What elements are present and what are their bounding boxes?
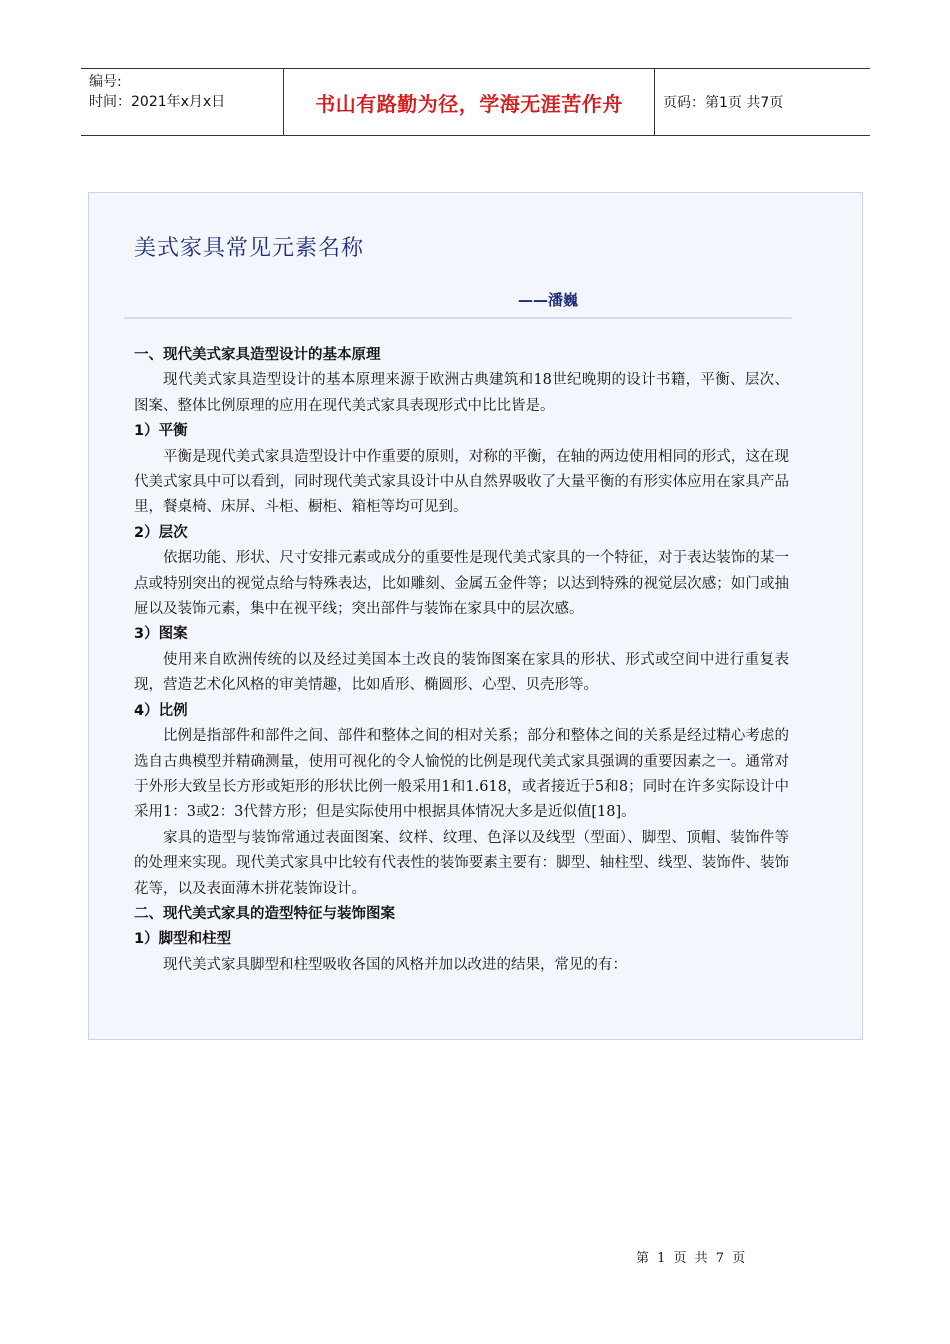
section-heading: 1）平衡 — [134, 423, 188, 440]
document-body — [134, 343, 789, 978]
page-header — [81, 68, 870, 136]
document-panel — [88, 192, 863, 1040]
body-paragraph: 平衡是现代美式家具造型设计中作重要的原则，对称的平衡，在轴的两边使用相同的形式，这在现代美式家具中可以看到，同时现代美式家具设计中从自然界吸收了大量平衡的有形实体应用在家具产品里，餐桌椅、床屏、斗柜、橱柜、箱柜等均可见到。 — [134, 448, 789, 516]
header-page-info: 页码：第1页 共7页 — [663, 95, 784, 111]
header-number-label: 编号: — [89, 74, 122, 90]
body-paragraph: 现代美式家具脚型和柱型吸收各国的风格并加以改进的结果，常见的有： — [163, 956, 627, 973]
header-date-label: 时间：2021年x月x日 — [89, 94, 226, 110]
section-heading: 3）图案 — [134, 626, 188, 643]
section-heading: 1）脚型和柱型 — [134, 931, 232, 948]
body-paragraph: 现代美式家具造型设计的基本原理来源于欧洲古典建筑和18世纪晚期的设计书籍，平衡、层次、图案、整体比例原理的应用在现代美式家具表现形式中比比皆是。 — [134, 372, 789, 414]
body-paragraph: 依据功能、形状、尺寸安排元素或成分的重要性是现代美式家具的一个特征，对于表达装饰的某一点或特别突出的视觉点给与特殊表达，比如雕刻、金属五金件等；以达到特殊的视觉层次感；如门或抽屉以及装饰元素，集中在视平线；突出部件与装饰在家具中的层次感。 — [134, 550, 789, 618]
document-author: ——潘巍 — [517, 291, 578, 309]
header-motto: 书山有路勤为径，学海无涯苦作舟 — [315, 91, 623, 116]
title-divider — [124, 317, 792, 319]
section-heading: 二、现代美式家具的造型特征与装饰图案 — [134, 905, 395, 922]
header-meta — [81, 69, 283, 135]
body-paragraph: 家具的造型与装饰常通过表面图案、纹样、纹理、色泽以及线型（型面）、脚型、顶帽、装饰件等的处理来实现。现代美式家具中比较有代表性的装饰要素主要有：脚型、轴柱型、线型、装饰件、装饰花等，以及表面薄木拼花装饰设计。 — [134, 829, 789, 897]
document-title: 美式家具常见元素名称 — [134, 236, 365, 261]
page-footer: 第 1 页 共 7 页 — [636, 1251, 746, 1266]
body-paragraph: 比例是指部件和部件之间、部件和整体之间的相对关系；部分和整体之间的关系是经过精心考虑的选自古典模型并精确测量，使用可视化的令人愉悦的比例是现代美式家具强调的重要因素之一。通常对于外形大致呈长方形或矩形的形状比例一般采用1和1.618，或者接近于5和8；同时在许多实际设计中采用1：3或2：3代替方形；但是实际使用中根据具体情况大多是近似值[18]。 — [134, 728, 789, 821]
section-heading: 一、现代美式家具造型设计的基本原理 — [134, 347, 381, 363]
body-paragraph: 使用来自欧洲传统的以及经过美国本土改良的装饰图案在家具的形状、形式或空间中进行重复表现，营造艺术化风格的审美情趣，比如盾形、椭圆形、心型、贝壳形等。 — [134, 651, 789, 694]
section-heading: 4）比例 — [134, 702, 188, 719]
section-heading: 2）层次 — [134, 524, 188, 541]
header-motto-cell — [283, 69, 655, 135]
